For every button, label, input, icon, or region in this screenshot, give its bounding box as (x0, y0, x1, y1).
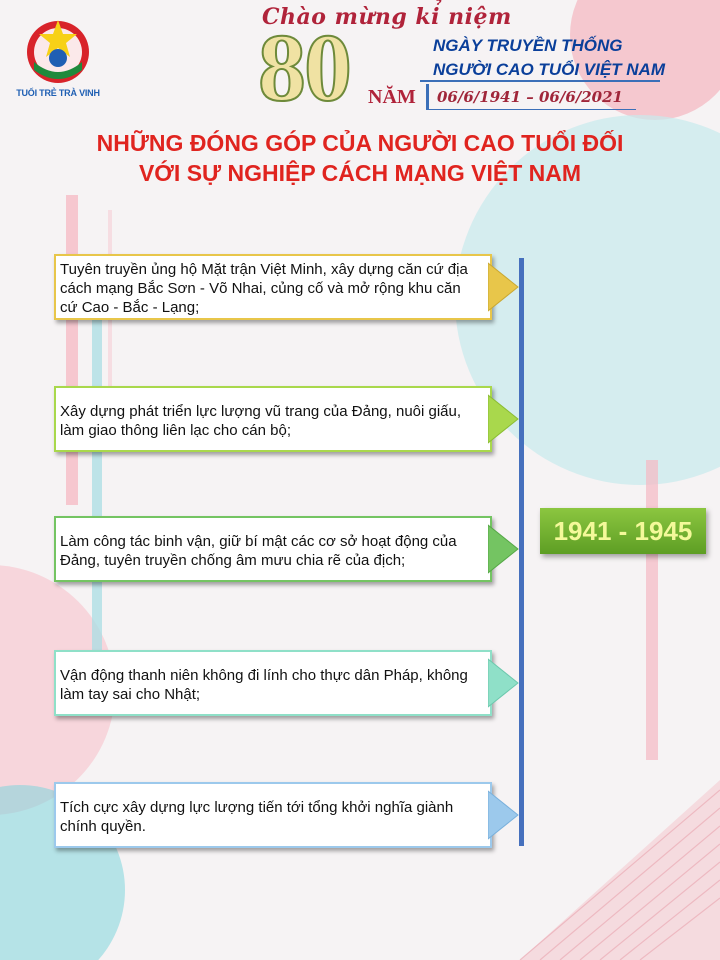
contribution-card-1 (54, 254, 492, 320)
contribution-card-5 (54, 782, 492, 848)
title-line2: VỚI SỰ NGHIỆP CÁCH MẠNG VIỆT NAM (138, 160, 582, 186)
arrow-right-icon (488, 259, 520, 315)
greeting-text: Chào mừng kỉ niệm (262, 4, 512, 30)
anniversary-number: 80 (258, 14, 350, 121)
title-line1: NHỮNG ĐÓNG GÓP CỦA NGƯỜI CAO TUỔI ĐỐI (96, 130, 624, 156)
period-label: 1941 - 1945 (540, 508, 706, 554)
youth-union-emblem-icon (10, 12, 106, 88)
card-text: Tích cực xây dựng lực lượng tiến tới tổng khởi nghĩa giành chính quyền. (60, 798, 454, 835)
arrow-right-icon (488, 521, 520, 577)
logo (10, 12, 106, 104)
card-text: Vận động thanh niên không đi lính cho thực dân Pháp, không làm tay sai cho Nhật; (60, 666, 468, 703)
arrow-right-icon (488, 787, 520, 843)
page-title (40, 128, 680, 188)
card-text: Tuyên truyền ủng hộ Mặt trận Việt Minh, xây dựng căn cứ địa cách mạng Bắc Sơn - Võ Nhai, củng cố và mở rộng khu căn cứ Cao - Bắc - Lạng; (60, 261, 468, 316)
card-text: Xây dựng phát triển lực lượng vũ trang của Đảng, nuôi giấu, làm giao thông liên lạc cho cán bộ; (60, 402, 462, 439)
contribution-card-4 (54, 650, 492, 716)
anniversary-dates: 06/6/1941 – 06/6/2021 (426, 84, 636, 110)
anniversary-unit: NĂM (368, 86, 416, 108)
event-name-line1: NGÀY TRUYỀN THỐNG (433, 36, 623, 55)
arrow-right-icon (488, 655, 520, 711)
contribution-card-2 (54, 386, 492, 452)
logo-caption: TUỔI TRẺ TRÀ VINH (16, 88, 100, 98)
arrow-right-icon (488, 391, 520, 447)
contribution-card-3 (54, 516, 492, 582)
card-text: Làm công tác binh vận, giữ bí mật các cơ sở hoạt động của Đảng, tuyên truyền chống âm mưu chia rẽ của địch; (60, 532, 457, 569)
divider (420, 80, 660, 82)
event-name-line2: NGƯỜI CAO TUỔI VIỆT NAM (433, 60, 665, 79)
